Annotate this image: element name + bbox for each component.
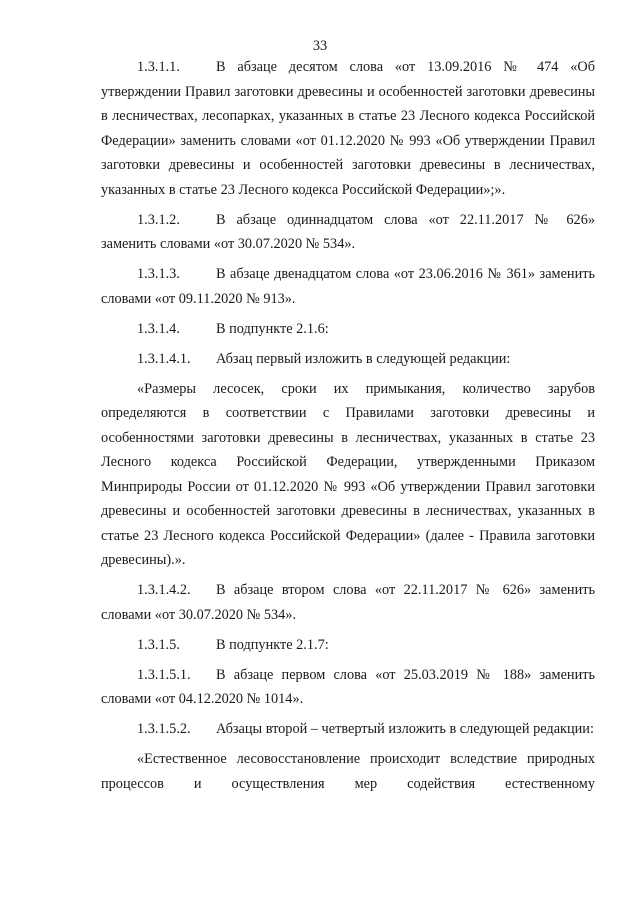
paragraph-text: В подпункте 2.1.7: — [216, 636, 329, 653]
paragraph-1-3-1-5-1 — [101, 663, 595, 712]
paragraph-number: 1.3.1.5.1. — [137, 666, 191, 683]
paragraph-number: 1.3.1.4.2. — [137, 582, 191, 598]
paragraph-number: 1.3.1.4.1. — [137, 350, 191, 367]
paragraph-text: В абзаце десятом слова «от 13.09.2016 № 474 «Об утверждении Правил заготовки древесины и особенностей заготовки древесины в лесничествах, лесопарках, указанных в статье 23 Лесного кодекса Российской Федерации» заменить словами «от 01.12.2020 № 993 «Об утверждении Правил заготовки древесины и особенностей заготовки древесины в лесничествах, указанных в статье 23 Лесного кодекса Российской Федерации»;». — [101, 59, 595, 198]
document-body — [101, 55, 595, 802]
paragraph-1-3-1-1 — [101, 55, 595, 202]
paragraph-text: В абзаце первом слова «от 25.03.2019 № 188» заменить словами «от 04.12.2020 № 1014». — [101, 666, 595, 707]
paragraph-text: В абзаце втором слова «от 22.11.2017 № 626» заменить словами «от 30.07.2020 № 534». — [101, 582, 595, 623]
paragraph-1-3-1-4-1 — [101, 347, 595, 372]
paragraph-number: 1.3.1.5.2. — [137, 721, 191, 737]
quoted-paragraph-lesovosstanovlenie — [101, 747, 595, 796]
paragraph-number: 1.3.1.3. — [137, 266, 180, 282]
paragraph-number: 1.3.1.1. — [137, 59, 180, 75]
paragraph-number: 1.3.1.4. — [137, 320, 180, 337]
paragraph-1-3-1-5-2 — [101, 717, 595, 742]
paragraph-number: 1.3.1.5. — [137, 636, 180, 653]
paragraph-text: В подпункте 2.1.6: — [216, 320, 329, 337]
paragraph-text: «Естественное лесовосстановление происходит вследствие природных процессов и осуществления мер содействия естественному — [101, 751, 595, 792]
paragraph-1-3-1-4-2 — [101, 578, 595, 627]
paragraph-1-3-1-2 — [101, 208, 595, 257]
quoted-paragraph-lesoseki — [101, 377, 595, 573]
paragraph-text: В абзаце двенадцатом слова «от 23.06.2016 № 361» заменить словами «от 09.11.2020 № 913». — [101, 266, 595, 307]
paragraph-1-3-1-3 — [101, 262, 595, 311]
paragraph-1-3-1-5 — [101, 633, 595, 658]
paragraph-text: Абзацы второй – четвертый изложить в следующей редакции: — [216, 721, 594, 737]
paragraph-text: Абзац первый изложить в следующей редакции: — [216, 350, 511, 367]
paragraph-number: 1.3.1.2. — [137, 211, 180, 228]
paragraph-1-3-1-4 — [101, 317, 595, 342]
paragraph-text: В абзаце одиннадцатом слова «от 22.11.2017 № 626» заменить словами «от 30.07.2020 № 534». — [101, 211, 595, 252]
page-number: 33 — [312, 38, 328, 54]
paragraph-text: «Размеры лесосек, сроки их примыкания, количество зарубов определяются в соответствии с Правилами заготовки древесины и особенностями заготовки древесины в лесничествах, указанных в статье 23 Лесного кодекса Российской Федерации, утвержденными Приказом Минприроды России от 01.12.2020 № 993 «Об утверждении Правил заготовки древесины и особенностей заготовки древесины в лесничествах, указанных в статье 23 Лесного кодекса Российской Федерации» (далее - Правила заготовки древесины).». — [101, 380, 595, 568]
